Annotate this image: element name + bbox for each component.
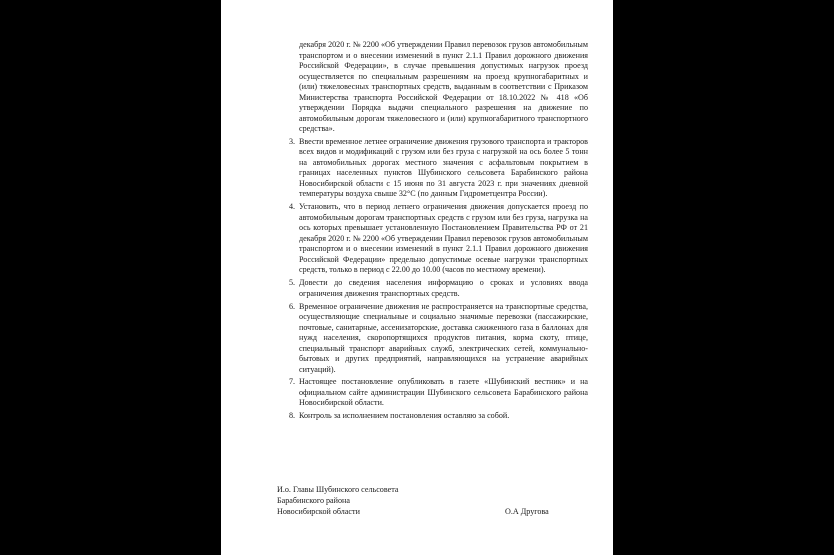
signatory-name: О.А Другова (505, 507, 549, 516)
item-number: 5. (289, 278, 296, 288)
item-number: 8. (289, 411, 296, 421)
document-body (289, 40, 588, 424)
item-number: 6. (289, 301, 296, 311)
signatory-title-line1: И.о. Главы Шубинского сельсовета (277, 485, 399, 494)
item-text: Контроль за исполнением постановления оставляю за собой. (299, 411, 510, 421)
continuation-paragraph: декабря 2020 г. № 2200 «Об утверждении Правил перевозок грузов автомобильным транспортом и о внесении изменений в пункт 2.1.1 Правил дорожного движения Российской Федерации», в случае превышения допустимых нагрузок проезд осуществляется по специальным разрешениям на проезд крупногабаритных и (или) тяжеловесных транспортных средств, выданным в соответствии с Приказом Министерства транспорта Российской Федерации от 18.10.2022 № 418 «Об утверждении Порядка выдачи специального разрешения на движение по автомобильным дорогам тяжеловесного и (или) крупногабаритного транспортного средства». (299, 40, 588, 133)
item-number: 4. (289, 202, 296, 212)
list-item (289, 411, 588, 422)
list-item (289, 301, 588, 376)
item-text: Настоящее постановление опубликовать в газете «Шубинский вестник» и на официальном сайте администрации Шубинского сельсовета Барабинского района Новосибирской области. (299, 377, 588, 408)
item-number: 3. (289, 136, 296, 146)
signature-block (277, 484, 597, 517)
document-page (221, 0, 613, 555)
item-number: 7. (289, 377, 296, 387)
item-text: Установить, что в период летнего ограничения движения допускается проезд по автомобильным дорогам транспортных средств с грузом или без груза, нагрузка на ось которых превышает установленную Постановлением Правительства РФ от 21 декабря 2020 г. № 2200 «Об утверждении Правил перевозок грузов автомобильным транспортом и о внесении изменений в пункт 2.1.1 Правил дорожного движения Российской Федерации» предельно допустимые осевые нагрузки транспортных средств, только в период с 22.00 до 10.00 (часов по местному времени). (299, 202, 588, 275)
item-text: Ввести временное летнее ограничение движения грузового транспорта и тракторов всех видов и модификаций с грузом или без груза с нагрузкой на ось более 5 тонн на автомобильных дорогах местного значения с асфальтовым покрытием в границах населенных пунктов Шубинского сельсовета Барабинского района Новосибирской области с 15 июня по 31 августа 2023 г. при значениях дневной температуры воздуха свыше 32°С (по данным Гидрометцентра России). (299, 136, 588, 199)
signatory-title-line3: Новосибирской области (277, 507, 360, 516)
signatory-title-line2: Барабинского района (277, 496, 350, 505)
list-item (289, 278, 588, 299)
item-text: Довести до сведения населения информацию о сроках и условиях ввода ограничения движения транспортных средств. (299, 278, 588, 298)
list-item (289, 377, 588, 409)
list-item (289, 136, 588, 200)
item-text: Временное ограничение движения не распространяется на транспортные средства, осуществляющие специальные и социально значимые перевозки (пассажирские, почтовые, санитарные, ассенизаторские, доставка сжиженного газа в баллонах для нужд населения, скоропортящихся продуктов питания, корма скоту, птице, специальный транспорт аварийных служб, электрических сетей, коммунально-бытовых и других предприятий, направляющихся на устранение аварийных ситуаций). (299, 301, 588, 374)
list-item (289, 202, 588, 276)
